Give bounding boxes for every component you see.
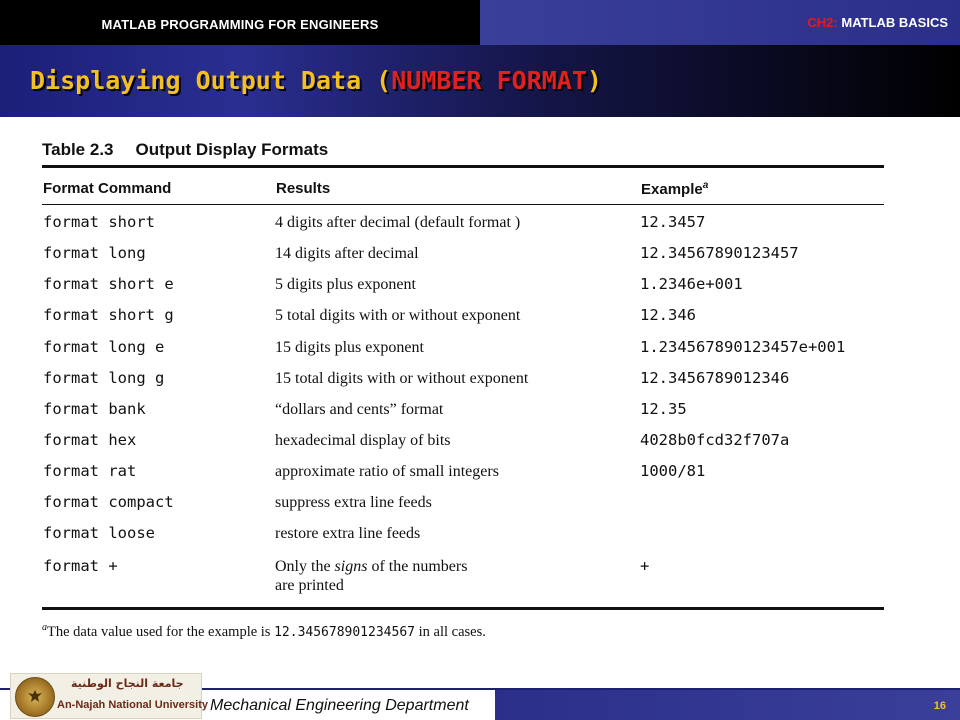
table-title: Output Display Formats bbox=[135, 140, 329, 159]
chapter-title: MATLAB BASICS bbox=[841, 15, 948, 30]
format-example: 12.35 bbox=[640, 400, 687, 418]
table-row bbox=[0, 493, 960, 521]
table-row bbox=[0, 213, 960, 241]
header-example-marker: a bbox=[702, 180, 709, 191]
format-command: format short bbox=[43, 213, 155, 231]
format-example: 12.3457 bbox=[640, 213, 706, 231]
result-text-italic: signs bbox=[334, 558, 368, 575]
header-example bbox=[641, 180, 708, 198]
header-left-band bbox=[0, 0, 480, 45]
header-example-label: Example bbox=[641, 181, 703, 198]
table-row bbox=[0, 524, 960, 552]
format-command: format short e bbox=[43, 275, 174, 293]
header-results: Results bbox=[276, 180, 331, 197]
table-caption bbox=[42, 140, 328, 160]
format-command: format loose bbox=[43, 524, 155, 542]
university-name-english: An-Najah National University bbox=[57, 699, 208, 711]
slide-title-part1: Displaying Output Data ( bbox=[30, 66, 392, 95]
table-top-rule bbox=[42, 165, 884, 168]
format-result: suppress extra line feeds bbox=[275, 494, 432, 511]
format-command: format + bbox=[43, 557, 118, 575]
table-row bbox=[0, 462, 960, 490]
header-rule bbox=[42, 204, 884, 205]
result-text-line2: are printed bbox=[275, 577, 344, 594]
eagle-icon bbox=[27, 688, 43, 704]
format-result: 14 digits after decimal bbox=[275, 245, 419, 262]
table-row-format-plus bbox=[0, 557, 960, 594]
format-example: 12.34567890123457 bbox=[640, 244, 799, 262]
result-text-before: Only the bbox=[275, 558, 335, 575]
university-seal-icon bbox=[15, 677, 55, 717]
format-result: 15 total digits with or without exponent bbox=[275, 370, 529, 387]
table-row bbox=[0, 338, 960, 366]
format-result: “dollars and cents” format bbox=[275, 401, 444, 418]
format-example: 4028b0fcd32f707a bbox=[640, 431, 790, 449]
format-result bbox=[275, 558, 467, 595]
table-row bbox=[0, 400, 960, 428]
format-command: format long bbox=[43, 244, 146, 262]
format-command: format hex bbox=[43, 431, 137, 449]
footnote-value: 12.345678901234567 bbox=[274, 624, 415, 640]
footnote-text-before: The data value used for the example is bbox=[47, 623, 275, 640]
table-row bbox=[0, 369, 960, 397]
format-command: format rat bbox=[43, 462, 137, 480]
footer-band bbox=[495, 690, 960, 720]
table-row bbox=[0, 275, 960, 303]
table-footnote bbox=[42, 622, 486, 641]
format-command: format short g bbox=[43, 306, 174, 324]
footnote-text-after: in all cases. bbox=[414, 623, 486, 640]
slide-title-part2: ) bbox=[586, 66, 602, 95]
table-bottom-rule bbox=[42, 607, 884, 610]
footnote-marker: a bbox=[42, 622, 47, 633]
format-command: format long g bbox=[43, 369, 165, 387]
format-result: 15 digits plus exponent bbox=[275, 339, 424, 356]
format-command: format compact bbox=[43, 493, 174, 511]
page-number: 16 bbox=[933, 700, 946, 712]
format-example: 12.3456789012346 bbox=[640, 369, 790, 387]
format-result: approximate ratio of small integers bbox=[275, 463, 499, 480]
table-row bbox=[0, 306, 960, 334]
chapter-label bbox=[807, 15, 948, 30]
format-result: restore extra line feeds bbox=[275, 525, 421, 542]
format-result: 4 digits after decimal (default format ) bbox=[275, 214, 521, 231]
university-name-arabic: جامعة النجاح الوطنية bbox=[71, 677, 184, 690]
format-result: hexadecimal display of bits bbox=[275, 432, 451, 449]
format-example: 1.234567890123457e+001 bbox=[640, 338, 846, 356]
chapter-prefix: CH2: bbox=[807, 15, 838, 30]
header-right-band bbox=[480, 0, 960, 45]
format-command: format long e bbox=[43, 338, 165, 356]
format-example: 1.2346e+001 bbox=[640, 275, 743, 293]
table-number: Table 2.3 bbox=[42, 140, 114, 159]
slide-title bbox=[30, 66, 602, 95]
table-row bbox=[0, 244, 960, 272]
format-result: 5 total digits with or without exponent bbox=[275, 307, 521, 324]
header-format-command: Format Command bbox=[43, 180, 172, 197]
result-text-after: of the numbers bbox=[367, 558, 468, 575]
format-example: 12.346 bbox=[640, 306, 696, 324]
table-row bbox=[0, 431, 960, 459]
title-band bbox=[0, 45, 960, 117]
slide-title-highlight: NUMBER FORMAT bbox=[391, 66, 587, 95]
department-label: Mechanical Engineering Department bbox=[210, 697, 469, 714]
course-title: MATLAB PROGRAMMING FOR ENGINEERS bbox=[101, 17, 379, 32]
format-command: format bank bbox=[43, 400, 146, 418]
format-example: 1000/81 bbox=[640, 462, 706, 480]
format-result: 5 digits plus exponent bbox=[275, 276, 416, 293]
format-example: + bbox=[640, 557, 650, 575]
university-logo bbox=[10, 673, 208, 719]
